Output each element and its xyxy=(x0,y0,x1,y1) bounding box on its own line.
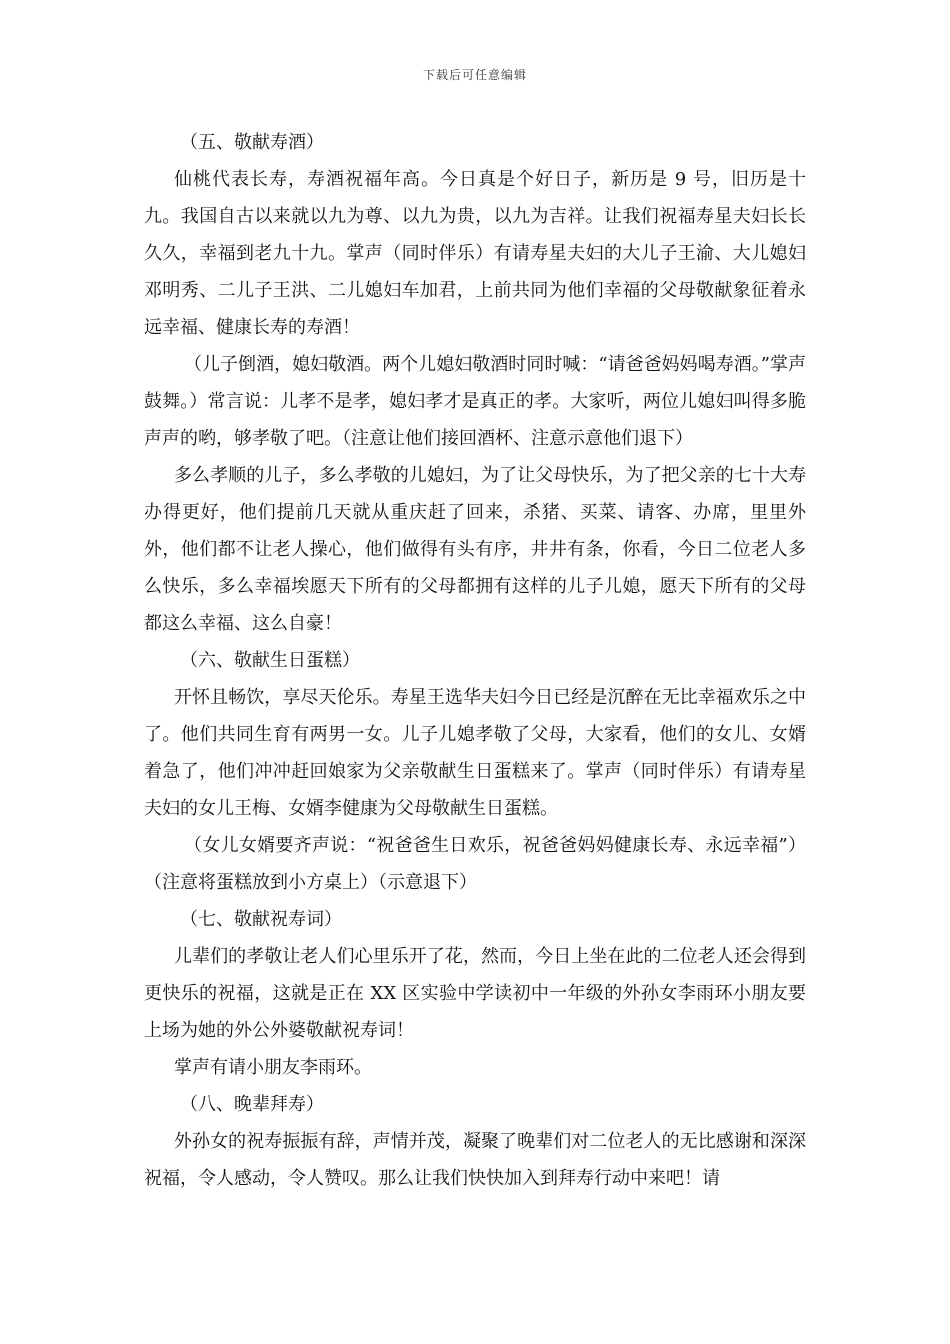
paragraph: 掌声有请小朋友李雨环。 xyxy=(174,1057,372,1078)
stage-direction: （女儿女婿要齐声说：“祝爸爸生日欢乐，祝爸爸妈妈健康长寿、永远幸福”）（注意将蛋糕放到小方桌上）（示意退下） xyxy=(144,835,806,893)
section-heading-7: （七、敬献祝寿词） xyxy=(180,909,342,930)
paragraph: 外孙女的祝寿振振有辞，声情并茂，凝聚了晚辈们对二位老人的无比感谢和深深祝福，令人感动，令人赞叹。那么让我们快快加入到拜寿行动中来吧！请 xyxy=(144,1131,806,1189)
section-heading-6: （六、敬献生日蛋糕） xyxy=(180,650,360,671)
paragraph: 开怀且畅饮，享尽天伦乐。寿星王选华夫妇今日已经是沉醉在无比幸福欢乐之中了。他们共同生育有两男一女。儿子儿媳孝敬了父母，大家看，他们的女儿、女婿着急了，他们冲冲赶回娘家为父亲敬献生日蛋糕来了。掌声（同时伴乐）有请寿星夫妇的女儿王梅、女婿李健康为父母敬献生日蛋糕。 xyxy=(144,687,806,819)
section-heading-5: （五、敬献寿酒） xyxy=(180,132,324,153)
stage-direction: （儿子倒酒，媳妇敬酒。两个儿媳妇敬酒时同时喊：“请爸爸妈妈喝寿酒。”掌声鼓舞。）常言说：儿孝不是孝，媳妇孝才是真正的孝。大家听，两位儿媳妇叫得多脆声声的哟，够孝敬了吧。（注意让他们接回酒杯、注意示意他们退下） xyxy=(144,354,806,449)
paragraph: 仙桃代表长寿，寿酒祝福年高。今日真是个好日子，新历是 9 号，旧历是十九。我国自古以来就以九为尊、以九为贵，以九为吉祥。让我们祝福寿星夫妇长长久久，幸福到老九十九。掌声（同时伴乐）有请寿星夫妇的大儿子王渝、大儿媳妇邓明秀、二儿子王洪、二儿媳妇车加君，上前共同为他们幸福的父母敬献象征着永远幸福、健康长寿的寿酒！ xyxy=(144,169,806,338)
paragraph: 多么孝顺的儿子，多么孝敬的儿媳妇，为了让父母快乐，为了把父亲的七十大寿办得更好，他们提前几天就从重庆赶了回来，杀猪、买菜、请客、办席，里里外外，他们都不让老人操心，他们做得有头有序，井井有条，你看，今日二位老人多么快乐，多么幸福埃愿天下所有的父母都拥有这样的儿子儿媳，愿天下所有的父母都这么幸福、这么自豪！ xyxy=(144,465,806,634)
section-heading-8: （八、晚辈拜寿） xyxy=(180,1094,324,1115)
paragraph: 儿辈们的孝敬让老人们心里乐开了花，然而，今日上坐在此的二位老人还会得到更快乐的祝福，这就是正在 XX 区实验中学读初中一年级的外孙女李雨环小朋友要上场为她的外公外婆敬献祝寿词！ xyxy=(144,946,806,1041)
document-body xyxy=(144,124,806,1197)
header-note: 下载后可任意编辑 xyxy=(422,68,527,82)
